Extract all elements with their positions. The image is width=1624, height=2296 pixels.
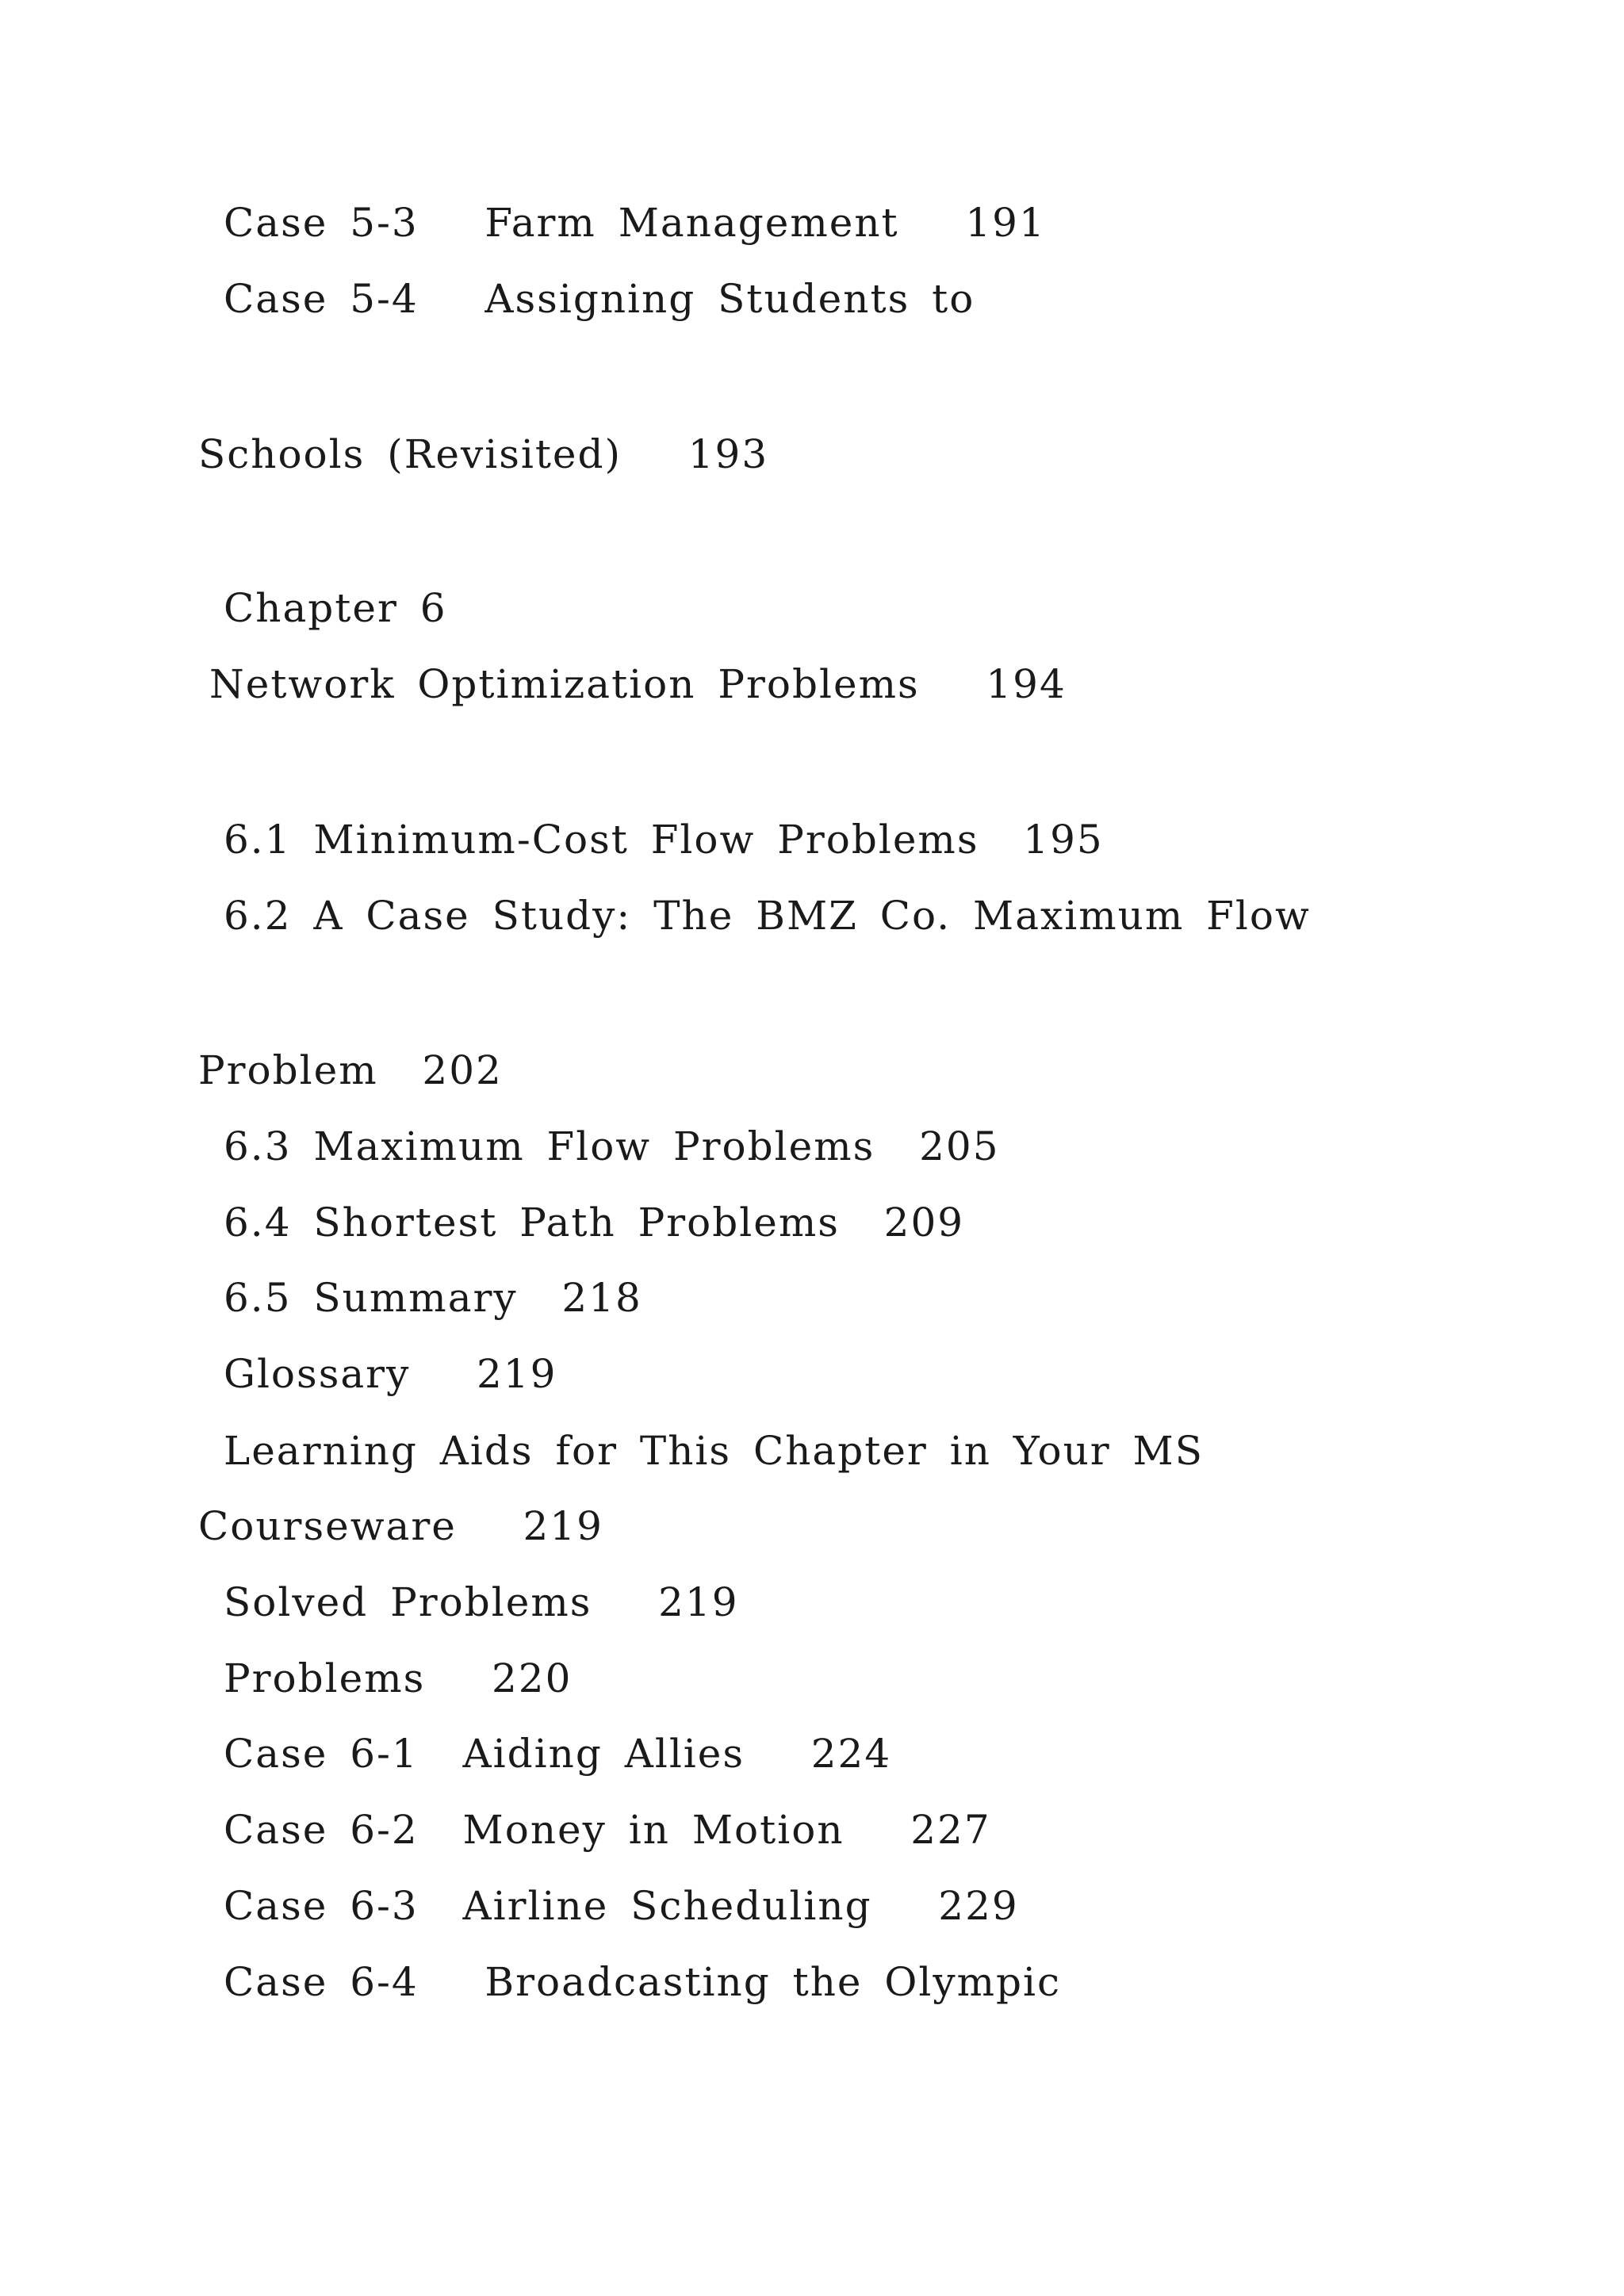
chapter-heading: Chapter 6 — [224, 585, 447, 631]
toc-entry-6-2: 6.2 A Case Study: The BMZ Co. Maximum Flow — [224, 893, 1311, 939]
toc-entry-6-5: 6.5 Summary 218 — [224, 1275, 642, 1321]
toc-entry-case-5-3: Case 5-3 Farm Management 191 — [224, 200, 1046, 246]
toc-entry-6-4: 6.4 Shortest Path Problems 209 — [224, 1200, 965, 1246]
toc-entry-6-3: 6.3 Maximum Flow Problems 205 — [224, 1123, 1000, 1169]
toc-entry-solved-problems: Solved Problems 219 — [224, 1579, 739, 1625]
toc-entry-6-1: 6.1 Minimum-Cost Flow Problems 195 — [224, 817, 1104, 863]
toc-entry-case-6-1: Case 6-1 Aiding Allies 224 — [224, 1731, 892, 1777]
toc-entry-case-6-2: Case 6-2 Money in Motion 227 — [224, 1807, 991, 1853]
toc-entry-learning-aids: Learning Aids for This Chapter in Your MS — [224, 1428, 1205, 1474]
toc-entry-glossary: Glossary 219 — [224, 1351, 557, 1397]
toc-entry-problems: Problems 220 — [224, 1655, 573, 1701]
toc-entry-case-5-4-continued: Schools (Revisited) 193 — [198, 431, 769, 477]
toc-entry-learning-aids-continued: Courseware 219 — [198, 1503, 603, 1549]
chapter-title: Network Optimization Problems 194 — [209, 661, 1067, 707]
toc-entry-6-2-continued: Problem 202 — [198, 1047, 503, 1093]
toc-entry-case-5-4: Case 5-4 Assigning Students to — [224, 276, 975, 322]
toc-entry-case-6-4: Case 6-4 Broadcasting the Olympic — [224, 1959, 1062, 2005]
toc-entry-case-6-3: Case 6-3 Airline Scheduling 229 — [224, 1883, 1019, 1929]
